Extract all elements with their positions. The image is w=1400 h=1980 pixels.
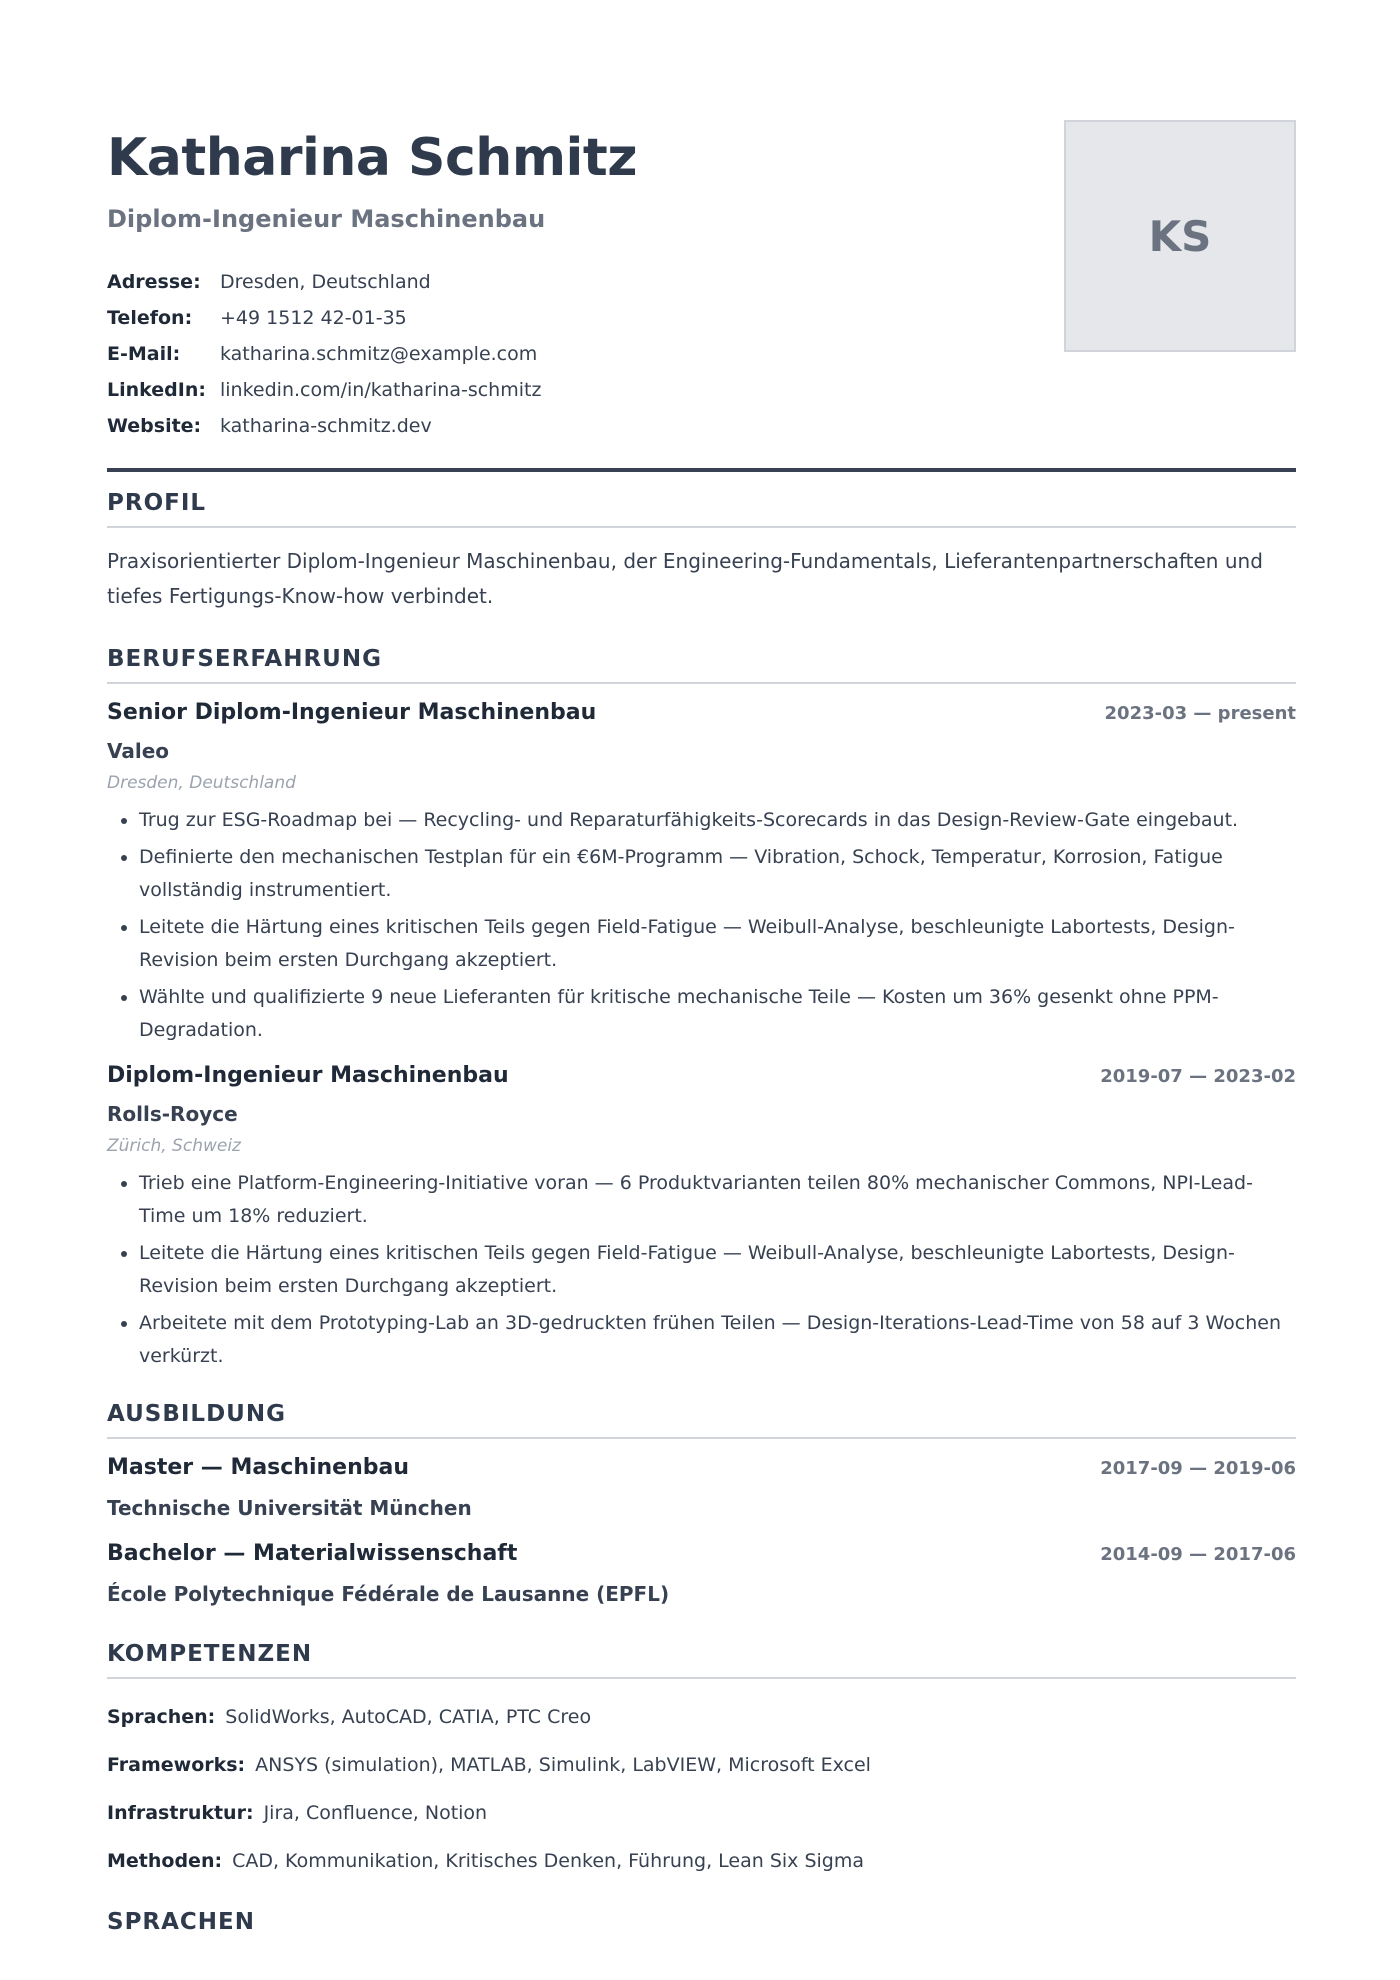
skill-row <box>107 1837 1296 1885</box>
section-heading: SPRACHEN <box>107 1909 256 1935</box>
skill-label: Infrastruktur: <box>107 1802 254 1824</box>
section-heading: AUSBILDUNG <box>107 1391 1296 1439</box>
education-entry <box>107 1455 1296 1525</box>
job-company: Valeo <box>107 739 170 763</box>
header-divider <box>107 468 1296 472</box>
job-entry <box>107 700 1296 1047</box>
list-item: • Trug zur ESG-Roadmap bei — Recycling- und Reparaturfähigkeits-Scorecards in das Design-Review-Gate eingebaut. <box>139 804 1296 837</box>
skill-row <box>107 1741 1296 1789</box>
education-section <box>107 1391 1296 1611</box>
job-location: Dresden, Deutschland <box>107 773 296 793</box>
experience-section <box>107 636 1296 1373</box>
list-item: • Arbeitete mit dem Prototyping-Lab an 3D-gedruckten frühen Teilen — Design-Iterations-Lead-Time von 58 auf 3 Wochen verkürzt. <box>139 1307 1296 1373</box>
list-item: • Wählte und qualifizierte 9 neue Lieferanten für kritische mechanische Teile — Kosten um 36% gesenkt ohne PPM-Degradation. <box>139 981 1296 1047</box>
job-bullets <box>107 1167 1296 1373</box>
email-link[interactable]: katharina.schmitz@example.com <box>220 343 538 365</box>
job-date: 2019-07 — 2023-02 <box>1100 1066 1296 1087</box>
skill-value: ANSYS (simulation), MATLAB, Simulink, LabVIEW, Microsoft Excel <box>255 1754 871 1776</box>
job-title: Diplom-Ingenieur Maschinenbau <box>107 1063 509 1088</box>
section-heading: BERUFSERFAHRUNG <box>107 636 1296 684</box>
skill-label: Frameworks: <box>107 1754 246 1776</box>
job-date: 2023-03 — present <box>1104 703 1296 724</box>
education-degree: Master — Maschinenbau <box>107 1455 410 1480</box>
skill-value: CAD, Kommunikation, Kritisches Denken, Führung, Lean Six Sigma <box>232 1850 864 1872</box>
contact-value: Dresden, Deutschland <box>220 271 431 293</box>
contact-label: Website: <box>107 415 202 437</box>
education-header <box>107 1541 1296 1577</box>
profile-section <box>107 480 1296 614</box>
job-header <box>107 700 1296 734</box>
contact-website <box>107 408 541 444</box>
list-item: • Trieb eine Platform-Engineering-Initiative voran — 6 Produktvarianten teilen 80% mechanischer Commons, NPI-Lead-Time um 18% reduziert. <box>139 1167 1296 1233</box>
list-item: • Leitete die Härtung eines kritischen Teils gegen Field-Fatigue — Weibull-Analyse, beschleunigte Labortests, Design-Revision beim ersten Durchgang akzeptiert. <box>139 1237 1296 1303</box>
education-header <box>107 1455 1296 1491</box>
contact-linkedin <box>107 372 541 408</box>
job-location: Zürich, Schweiz <box>107 1136 241 1156</box>
skill-value: Jira, Confluence, Notion <box>263 1802 488 1824</box>
languages-section <box>107 1899 1296 1945</box>
contact-phone <box>107 300 541 336</box>
education-school: Technische Universität München <box>107 1496 472 1520</box>
job-header <box>107 1063 1296 1097</box>
education-date: 2014-09 — 2017-06 <box>1100 1544 1296 1565</box>
education-degree: Bachelor — Materialwissenschaft <box>107 1541 518 1566</box>
contact-label: E-Mail: <box>107 343 181 365</box>
job-title: Senior Diplom-Ingenieur Maschinenbau <box>107 700 597 725</box>
section-heading: PROFIL <box>107 480 1296 528</box>
contact-label: Telefon: <box>107 307 193 329</box>
contact-address <box>107 264 541 300</box>
section-heading: KOMPETENZEN <box>107 1631 1296 1679</box>
list-item: • Leitete die Härtung eines kritischen Teils gegen Field-Fatigue — Weibull-Analyse, beschleunigte Labortests, Design-Revision beim ersten Durchgang akzeptiert. <box>139 911 1296 977</box>
skills-section <box>107 1631 1296 1885</box>
education-entry <box>107 1541 1296 1611</box>
skill-row <box>107 1693 1296 1741</box>
skill-label: Sprachen: <box>107 1706 216 1728</box>
job-bullets <box>107 804 1296 1047</box>
job-entry <box>107 1063 1296 1373</box>
linkedin-link[interactable]: linkedin.com/in/katharina-schmitz <box>220 379 542 401</box>
candidate-name: Katharina Schmitz <box>107 128 637 188</box>
contact-value: +49 1512 42-01-35 <box>220 307 407 329</box>
contact-label: Adresse: <box>107 271 201 293</box>
list-item: • Definierte den mechanischen Testplan für ein €6M-Programm — Vibration, Schock, Temperatur, Korrosion, Fatigue vollständig instrumentiert. <box>139 841 1296 907</box>
contact-list <box>107 264 541 444</box>
skills-list <box>107 1693 1296 1885</box>
profile-text: Praxisorientierter Diplom-Ingenieur Maschinenbau, der Engineering-Fundamentals, Lieferantenpartnerschaften und tiefes Fertigungs-Know-how verbindet. <box>107 549 1263 608</box>
skill-value: SolidWorks, AutoCAD, CATIA, PTC Creo <box>225 1706 592 1728</box>
skill-label: Methoden: <box>107 1850 223 1872</box>
job-company: Rolls-Royce <box>107 1102 238 1126</box>
website-link[interactable]: katharina-schmitz.dev <box>220 415 432 437</box>
avatar: KS <box>1064 120 1296 352</box>
contact-email <box>107 336 541 372</box>
education-date: 2017-09 — 2019-06 <box>1100 1458 1296 1479</box>
candidate-title: Diplom-Ingenieur Maschinenbau <box>107 205 546 233</box>
skill-row <box>107 1789 1296 1837</box>
contact-label: LinkedIn: <box>107 379 206 401</box>
education-school: École Polytechnique Fédérale de Lausanne (EPFL) <box>107 1582 670 1606</box>
resume-header <box>107 126 1296 466</box>
